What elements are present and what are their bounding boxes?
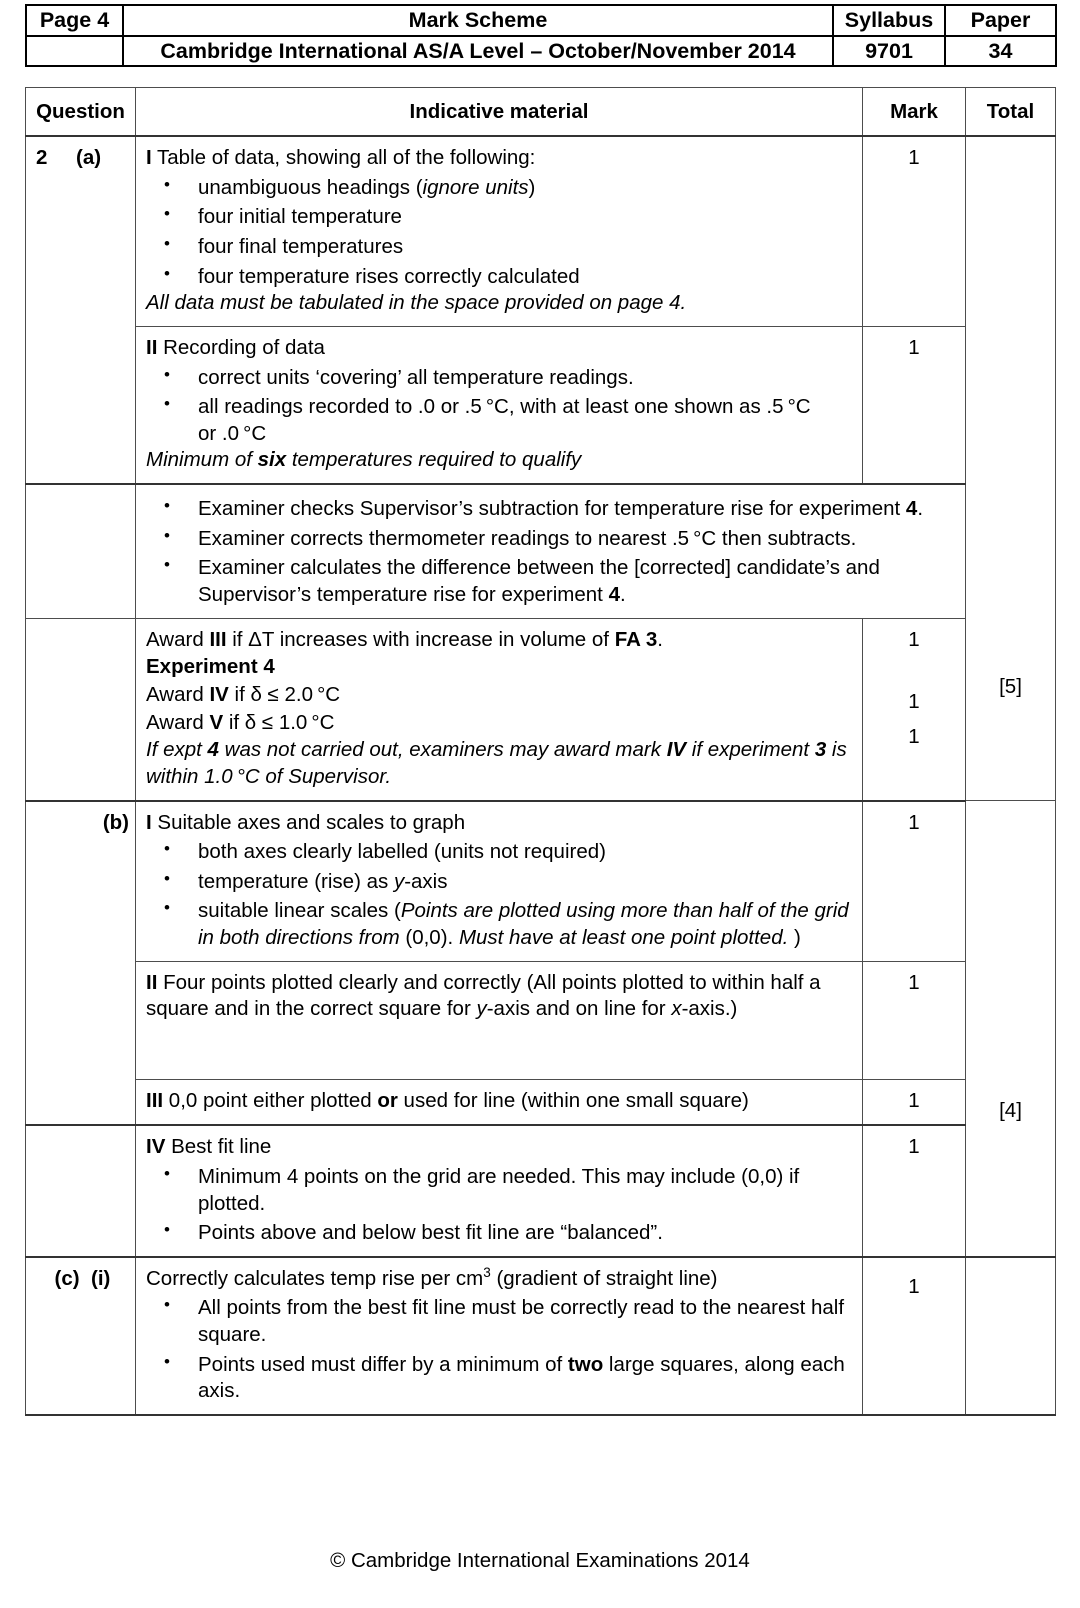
syllabus-code-cell: 9701 <box>833 36 945 67</box>
list-item: • Minimum 4 points on the grid are needed. This may include (0,0) if plotted. <box>146 1164 852 1217</box>
list-item <box>146 175 852 202</box>
roman-numeral: I <box>146 146 152 170</box>
mark-value: 1 <box>908 690 920 714</box>
award-condition: if δ ≤ 1.0 °C <box>223 710 335 734</box>
criterion-note <box>146 447 852 474</box>
list-item <box>146 869 852 896</box>
mark-b-IV: 1 <box>863 1125 966 1257</box>
total-c <box>966 1257 1056 1415</box>
bullet-text: Examiner checks Supervisor’s subtraction for temperature rise for experiment <box>198 497 906 521</box>
bullet-list <box>146 839 852 952</box>
criterion-text: 0,0 point either plotted <box>163 1088 378 1112</box>
table-row <box>26 326 1056 484</box>
roman-numeral: I <box>146 810 152 834</box>
award-condition: if ΔT increases with increase in volume of <box>226 627 615 651</box>
criterion-text: Suitable axes and scales to graph <box>151 810 466 834</box>
indicative-2a-II <box>136 326 863 484</box>
question-label-blank-2 <box>26 618 136 800</box>
indicative-b-IV <box>136 1125 863 1257</box>
bullet-text-close: ) <box>528 175 536 199</box>
mark-2a-I: 1 <box>863 136 966 326</box>
criterion-lead <box>146 335 852 362</box>
note-emphasis: six <box>257 448 287 472</box>
bullet-text-end: -axis <box>404 869 448 893</box>
mark-value: 1 <box>908 724 920 748</box>
bullet-text: (0,0). <box>399 926 459 950</box>
header-empty-cell <box>26 36 123 67</box>
page-header-table <box>25 4 1057 67</box>
bullet-list <box>146 1164 852 1247</box>
axis-variable: x <box>671 997 682 1021</box>
roman-numeral: III <box>146 1088 164 1112</box>
bullet-text-cont: or .0 °C <box>198 421 267 445</box>
bullet-text-end: large squares, along each axis. <box>198 1352 845 1403</box>
award-line-V <box>146 710 852 737</box>
award-prefix: Award <box>146 710 210 734</box>
indicative-examiner-instructions <box>136 484 966 618</box>
bullet-text: suitable linear scales ( <box>198 899 401 923</box>
question-part: (c) <box>54 1266 80 1290</box>
question-number: 2 <box>36 146 48 170</box>
roman-numeral: II <box>146 970 158 994</box>
criterion-lead <box>146 970 852 1023</box>
list-item <box>146 394 852 447</box>
bullet-text-italic: Must have at least one point plotted. <box>458 926 789 950</box>
mark-c-i <box>863 1257 966 1415</box>
award-roman: III <box>209 627 227 651</box>
document-title-cell: Mark Scheme <box>123 5 833 36</box>
bullet-emphasis: 4 <box>608 583 620 607</box>
indicative-c-i <box>136 1257 863 1415</box>
question-part: (b) <box>102 810 129 834</box>
bullet-list <box>146 496 955 609</box>
axis-variable: y <box>393 869 405 893</box>
award-condition: if δ ≤ 2.0 °C <box>228 682 341 706</box>
table-header-row <box>26 88 1056 136</box>
criterion-text-end: used for line (within one small square) <box>397 1088 749 1112</box>
list-item <box>146 1352 852 1405</box>
list-item: • four initial temperature <box>146 204 852 231</box>
bullet-text-end: ) <box>788 926 801 950</box>
total-2a <box>966 136 1056 800</box>
note-part: If expt <box>146 738 208 762</box>
bullet-text: temperature (rise) as <box>198 869 394 893</box>
bullet-text-italic: Points are plotted using more than half of the grid in both directions from <box>198 899 849 950</box>
criterion-lead <box>146 145 852 172</box>
criterion-text: Table of data, showing all of the following: <box>151 146 536 170</box>
table-row <box>26 484 1056 618</box>
bullet-text-end: . <box>917 497 924 521</box>
list-item: • Examiner corrects thermometer readings to nearest .5 °C then subtracts. <box>146 526 955 553</box>
question-part: (a) <box>76 146 102 170</box>
criterion-text: Correctly calculates temp rise per cm <box>146 1266 484 1290</box>
list-item: • four final temperatures <box>146 234 852 261</box>
syllabus-label-cell: Syllabus <box>833 5 945 36</box>
note-part: if experiment <box>686 738 815 762</box>
criterion-text-end: (gradient of straight line) <box>490 1266 718 1290</box>
award-fallback-note <box>146 737 852 790</box>
column-header-mark: Mark <box>863 88 966 136</box>
list-item <box>146 496 955 523</box>
total-b <box>966 801 1056 1257</box>
table-row <box>26 1125 1056 1257</box>
bullet-list <box>146 175 852 291</box>
mark-b-I: 1 <box>863 801 966 962</box>
award-roman: IV <box>209 682 229 706</box>
note-emphasis: 4 <box>207 738 219 762</box>
axis-variable: y <box>476 997 487 1021</box>
award-roman: V <box>209 710 224 734</box>
mark-2a-II: 1 <box>863 326 966 484</box>
experiment-heading: Experiment 4 <box>146 655 275 679</box>
list-item: • All points from the best fit line must be correctly read to the nearest half square. <box>146 1295 852 1348</box>
criterion-note: All data must be tabulated in the space provided on page 4. <box>146 291 687 315</box>
criterion-text: -axis and on line for <box>486 997 672 1021</box>
criterion-text: Best fit line <box>165 1135 272 1159</box>
award-line-III <box>146 627 852 654</box>
note-emphasis: 3 <box>814 738 827 762</box>
table-row <box>26 801 1056 962</box>
indicative-award-criteria <box>136 618 863 800</box>
total-value: [4] <box>999 1099 1022 1123</box>
table-row <box>26 961 1056 1079</box>
indicative-b-I <box>136 801 863 962</box>
table-row <box>26 618 1056 800</box>
bullet-list <box>146 1295 852 1405</box>
paper-code-cell: 34 <box>945 36 1056 67</box>
exam-session-cell: Cambridge International AS/A Level – October/November 2014 <box>123 36 833 67</box>
criterion-text-end: -axis.) <box>681 997 738 1021</box>
criterion-text: Recording of data <box>157 335 325 359</box>
award-reagent: FA 3 <box>614 627 658 651</box>
award-prefix: Award <box>146 627 210 651</box>
roman-numeral: II <box>146 335 158 359</box>
column-header-total: Total <box>966 88 1056 136</box>
list-item <box>146 555 955 608</box>
list-item: • four temperature rises correctly calculated <box>146 264 852 291</box>
list-item: • Points above and below best fit line are “balanced”. <box>146 1220 852 1247</box>
mark-b-III: 1 <box>863 1079 966 1125</box>
question-label-2a <box>26 136 136 484</box>
list-item: • both axes clearly labelled (units not required) <box>146 839 852 866</box>
bullet-text: Points used must differ by a minimum of <box>198 1352 568 1376</box>
note-part-a: Minimum of <box>146 448 258 472</box>
column-header-indicative: Indicative material <box>136 88 863 136</box>
header-spacer <box>25 67 1055 87</box>
table-row <box>26 136 1056 326</box>
criterion-emphasis: or <box>377 1088 398 1112</box>
indicative-2a-I <box>136 136 863 326</box>
header-row-top <box>26 5 1056 36</box>
header-row-bottom <box>26 36 1056 67</box>
bullet-emphasis: 4 <box>905 497 918 521</box>
note-part: was not carried out, examiners may award mark <box>218 738 667 762</box>
paper-label-cell: Paper <box>945 5 1056 36</box>
criterion-lead <box>146 1266 852 1293</box>
page-number-cell: Page 4 <box>26 5 123 36</box>
mark-value: 1 <box>908 627 920 651</box>
question-label-blank-1 <box>26 484 136 618</box>
bullet-text: all readings recorded to .0 or .5 °C, with at least one shown as .5 °C <box>198 395 811 419</box>
bullet-text: unambiguous headings ( <box>198 175 423 199</box>
bullet-list <box>146 365 852 448</box>
question-label-blank-3 <box>26 1125 136 1257</box>
bullet-text-italic: ignore units <box>422 175 529 199</box>
note-part-c: temperatures required to qualify <box>286 448 582 472</box>
indicative-b-II <box>136 961 863 1079</box>
criterion-lead <box>146 810 852 837</box>
bullet-emphasis: two <box>567 1352 604 1376</box>
bullet-text-end: . <box>619 583 626 607</box>
mark-award-criteria <box>863 618 966 800</box>
table-row <box>26 1257 1056 1415</box>
note-part: is within 1.0 °C of Supervisor. <box>146 738 847 788</box>
roman-numeral: IV <box>146 1135 166 1159</box>
award-line-IV <box>146 682 852 709</box>
criterion-lead <box>146 1088 852 1115</box>
criterion-text: Four points plotted clearly and correctly (All points plotted to within half a square and in the correct square for <box>146 970 821 1021</box>
criterion-lead <box>146 1134 852 1161</box>
award-prefix: Award <box>146 682 210 706</box>
column-header-question: Question <box>26 88 136 136</box>
question-subpart: (i) <box>91 1266 111 1290</box>
mark-value: 1 <box>908 1274 920 1298</box>
bullet-text: Examiner calculates the difference between the [corrected] candidate’s and Supervisor’s temperature rise for experiment <box>198 556 880 607</box>
award-period: . <box>657 627 663 651</box>
question-label-b <box>26 801 136 1126</box>
superscript-exponent: 3 <box>483 1264 491 1280</box>
total-value: [5] <box>999 675 1022 699</box>
page-footer: © Cambridge International Examinations 2014 <box>330 1549 750 1572</box>
question-label-c-i <box>26 1257 136 1415</box>
indicative-b-III <box>136 1079 863 1125</box>
list-item <box>146 898 852 951</box>
table-row <box>26 1079 1056 1125</box>
note-emphasis: IV <box>666 738 687 762</box>
mark-b-II: 1 <box>863 961 966 1079</box>
mark-scheme-table <box>25 87 1056 1416</box>
list-item: • correct units ‘covering’ all temperature readings. <box>146 365 852 392</box>
